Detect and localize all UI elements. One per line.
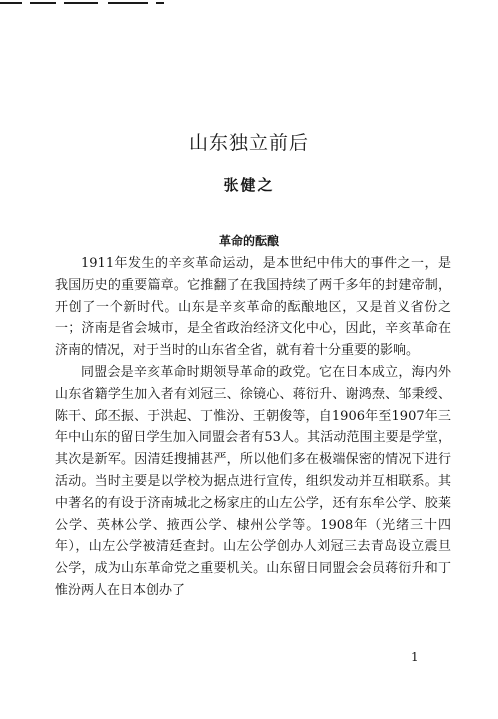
scan-mark bbox=[156, 2, 164, 4]
scan-mark bbox=[0, 2, 22, 4]
article-body bbox=[55, 253, 451, 602]
body-paragraph: 1911年发生的辛亥革命运动，是本世纪中伟大的事件之一，是我国历史的重要篇章。它推翻了在我国持续了两千多年的封建帝制，开创了一个新时代。山东是辛亥革命的酝酿地区，又是首义省份之一；济南是省会城市，是全省政治经济文化中心，因此，辛亥革命在济南的情况，对于当时的山东省全省，就有着十分重要的影响。 bbox=[55, 256, 451, 359]
scan-mark bbox=[64, 2, 98, 4]
section-heading: 革命的酝酿 bbox=[218, 234, 279, 248]
body-paragraph: 同盟会是辛亥革命时期领导革命的政党。它在日本成立，海内外山东省籍学生加入者有刘冠三、徐镜心、蒋衍升、谢鸿焘、邹秉绶、陈干、邱丕振、于洪起、丁惟汾、王朝俊等，自1906年至1907年三年中山东的留日学生加入同盟会者有53人。其活动范围主要是学堂，其次是新军。因清廷搜捕甚严，所以他们多在极端保密的情况下进行活动。当时主要是以学校为据点进行宣传，组织发动并互相联系。其中著名的有设于济南城北之杨家庄的山左公学，还有东牟公学、胶莱公学、英林公学、掖西公学、棣州公学等。1908年（光绪三十四年），山左公学被清廷查封。山左公学创办人刘冠三去青岛设立震旦公学，成为山东革命党之重要机关。山东留日同盟会会员蒋衍升和丁惟汾两人在日本创办了 bbox=[55, 364, 451, 598]
page-number: 1 bbox=[411, 650, 419, 664]
scan-edge-marks bbox=[0, 2, 498, 6]
article-title: 山东独立前后 bbox=[188, 132, 309, 154]
scan-mark bbox=[30, 2, 56, 4]
article-author: 张健之 bbox=[223, 176, 275, 194]
scan-mark bbox=[108, 2, 148, 4]
